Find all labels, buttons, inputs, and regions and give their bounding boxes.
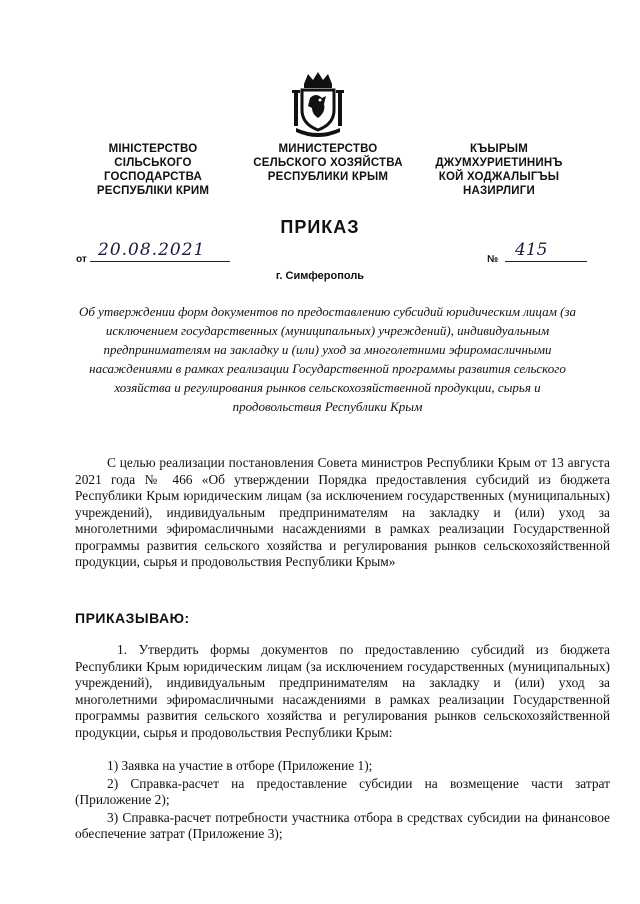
forms-list xyxy=(75,758,610,844)
city-line: г. Симферополь xyxy=(275,270,365,282)
list-item: 1) Заявка на участие в отборе (Приложение 1); xyxy=(107,758,373,773)
list-item: 2) Справка-расчет на предоставление субсидии на возмещение части затрат (Приложение 2); xyxy=(75,775,610,807)
list-item: 3) Справка-расчет потребности участника отбора в средствах субсидии на финансовое обеспечение затрат (Приложение 3); xyxy=(75,809,610,841)
date-label: от xyxy=(76,254,87,265)
order-heading: ПРИКАЗЫВАЮ: xyxy=(75,610,190,626)
preamble-paragraph: С целью реализации постановления Совета министров Республики Крым от 13 августа 2021 года № 466 «Об утверждении Порядка предоставления субсидий из бюджета Республики Крым юридическим лицам (за исключением государственных (муниципальных) учреждений), индивидуальным предпринимателям на закладку и (или) уход за многолетними эфиромасличными насаждениями в рамках реализации Государственной программы развития сельского хозяйства и регулирования рынков сельскохозяйственной продукции, сырья и продовольствия Республики Крым» xyxy=(75,455,610,569)
document-title: ПРИКАЗ xyxy=(280,217,360,237)
ministry-name-crimean-tatar: КЪЫРЫМ ДЖУМХУРИЕТИНИНЪ КОЙ ХОДЖАЛЫГЪЫ НАЗИРЛИГИ xyxy=(435,143,563,197)
order-subject: Об утверждении форм документов по предоставлению субсидий юридическим лицам (за исключением государственных (муниципальных) учреждений), индивидуальным предпринимателям на закладку и (или) уход за многолетними эфиромасличными насаждениями в рамках реализации Государственной программы развития сельского хозяйства и регулирования рынков сельскохозяйственной продукции, сырья и продовольствия Республики Крым xyxy=(78,304,577,414)
ministry-name-russian: МИНИСТЕРСТВО СЕЛЬСКОГО ХОЗЯЙСТВА РЕСПУБЛИКИ КРЫМ xyxy=(253,143,403,183)
number-value-handwritten: 415 xyxy=(505,240,587,262)
number-label: № xyxy=(487,254,499,265)
ministry-name-ukrainian: МІНІСТЕРСТВО СІЛЬСЬКОГО ГОСПОДАРСТВА РЕСПУБЛІКИ КРИМ xyxy=(96,143,210,197)
paragraph-1: 1. Утвердить формы документов по предоставлению субсидий из бюджета Республики Крым юридическим лицам (за исключением государственных (муниципальных) учреждений), индивидуальным предпринимателям на закладку и (или) уход за многолетними эфиромасличными насаждениями в рамках реализации Государственной программы развития сельского хозяйства и регулирования рынков сельскохозяйственной продукции, сырья и продовольствия Республики Крым: xyxy=(75,642,610,740)
crimea-coat-of-arms-icon xyxy=(290,70,346,138)
date-value-handwritten: 20.08.2021 xyxy=(90,240,230,262)
